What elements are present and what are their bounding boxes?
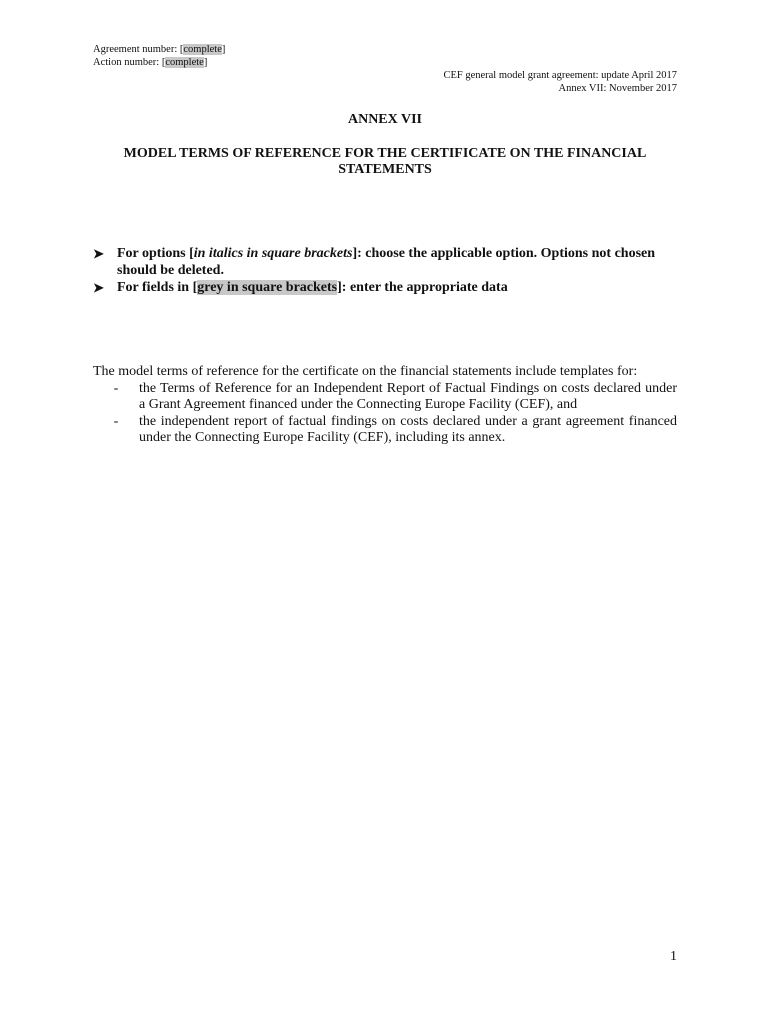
agreement-close-bracket: ] (221, 44, 226, 55)
agreement-value-field[interactable]: complete (183, 44, 222, 55)
instruction-italic-text: in italics in square brackets (193, 246, 353, 261)
instruction-suffix: ]: choose the applicable option. Options not chosen should be deleted. (117, 246, 656, 278)
instruction-suffix: ]: enter the appropriate data (337, 280, 508, 295)
list-item-text: the Terms of Reference for an Independent Report of Factual Findings on costs declared under a Grant Agreement financed under the Connecting Europe Facility (CEF), and (139, 380, 677, 412)
action-label: Action number: [ (93, 57, 166, 68)
action-number-line (93, 56, 225, 69)
action-close-bracket: ] (203, 57, 208, 68)
instruction-prefix: For options [ (117, 246, 194, 261)
header-left (93, 43, 225, 69)
list-item (93, 381, 677, 414)
instruction-item-fields (93, 280, 677, 297)
header-version-line: CEF general model grant agreement: update April 2017 (443, 70, 677, 81)
arrowhead-icon: ➤ (93, 246, 104, 261)
action-value-field[interactable]: complete (165, 57, 204, 68)
annex-heading: ANNEX VII (347, 112, 423, 127)
template-list (93, 381, 677, 447)
header-annex-date-line: Annex VII: November 2017 (558, 83, 677, 94)
instruction-highlight-text: grey in square brackets (197, 280, 338, 295)
list-item-text: the independent report of factual findings on costs declared under a grant agreement financed under the Connecting Europe Facility (CEF), including its annex. (139, 413, 677, 445)
instruction-text (117, 246, 677, 279)
dash-bullet: - (113, 380, 119, 396)
instruction-item-options (93, 246, 677, 279)
page-title: MODEL TERMS OF REFERENCE FOR THE CERTIFICATE ON THE FINANCIAL STATEMENTS (123, 146, 647, 177)
arrowhead-icon: ➤ (93, 280, 104, 295)
agreement-number-line (93, 43, 225, 56)
header-right (443, 69, 677, 95)
list-item (93, 414, 677, 447)
body-intro: The model terms of reference for the certificate on the financial statements include templates for: (93, 364, 638, 379)
page-number: 1 (670, 949, 677, 964)
dash-bullet: - (113, 413, 119, 429)
agreement-label: Agreement number: [ (93, 44, 184, 55)
body-section (93, 364, 677, 447)
instruction-prefix: For fields in [ (117, 280, 198, 295)
instructions-block (93, 246, 677, 298)
instruction-text (117, 280, 508, 297)
